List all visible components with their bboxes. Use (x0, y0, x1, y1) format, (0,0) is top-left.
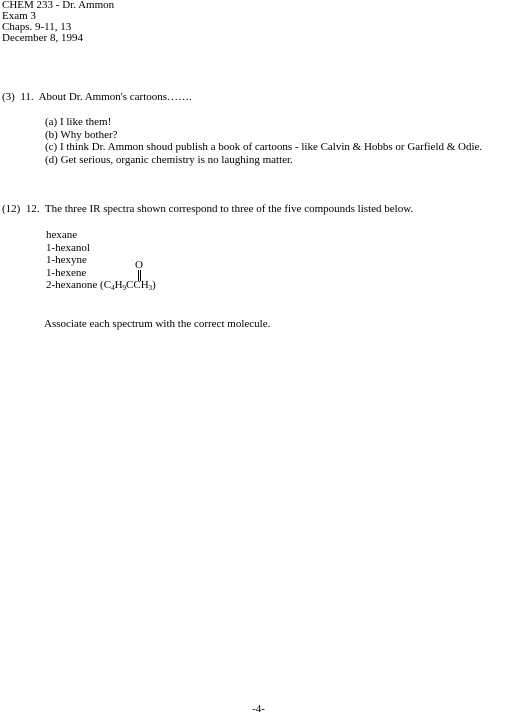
q11-number: 11. (20, 91, 34, 103)
compound-1-hexanol: 1-hexanol (46, 241, 90, 254)
question-12 (2, 203, 413, 216)
double-bond (138, 270, 141, 281)
q11-text: About Dr. Ammon's cartoons……. (38, 91, 192, 103)
exam-date: December 8, 1994 (2, 32, 83, 44)
chapters: Chaps. 9-11, 13 (2, 21, 72, 33)
q11-option-c: (c) I think Dr. Ammon shoud publish a book of cartoons - like Calvin & Hobbs or Garfield & Odie. (45, 141, 483, 153)
course-title: CHEM 233 - Dr. Ammon (2, 0, 115, 11)
compound-2-hexanone: 2-hexanone $(C_4H_9CCH_3)$ (46, 279, 156, 292)
q12-points: (12) (2, 203, 21, 215)
q12-instruction: Associate each spectrum with the correct molecule. (44, 318, 271, 330)
q11-option-b: (b) Why bother? (45, 128, 118, 141)
compound-hexane: hexane (46, 229, 78, 241)
page-number: -4- (252, 703, 265, 715)
q11-points: (3) (2, 91, 15, 103)
compound-1-hexyne: 1-hexyne (46, 254, 87, 266)
exam-header (2, 0, 114, 44)
carbonyl-group (134, 261, 144, 281)
q12-text: The three IR spectra shown correspond to three of the five compounds listed below. (44, 203, 414, 215)
q11-option-d: (d) Get serious, organic chemistry is no laughing matter. (45, 153, 293, 166)
question-11 (2, 91, 192, 104)
compound-1-hexene: 1-hexene (46, 266, 87, 279)
q11-option-a: (a) I like them! (45, 116, 112, 128)
carbonyl-oxygen: O (135, 259, 143, 271)
exam-number: Exam 3 (2, 10, 36, 22)
q12-number: 12. (25, 203, 40, 215)
q11-options (45, 116, 482, 166)
